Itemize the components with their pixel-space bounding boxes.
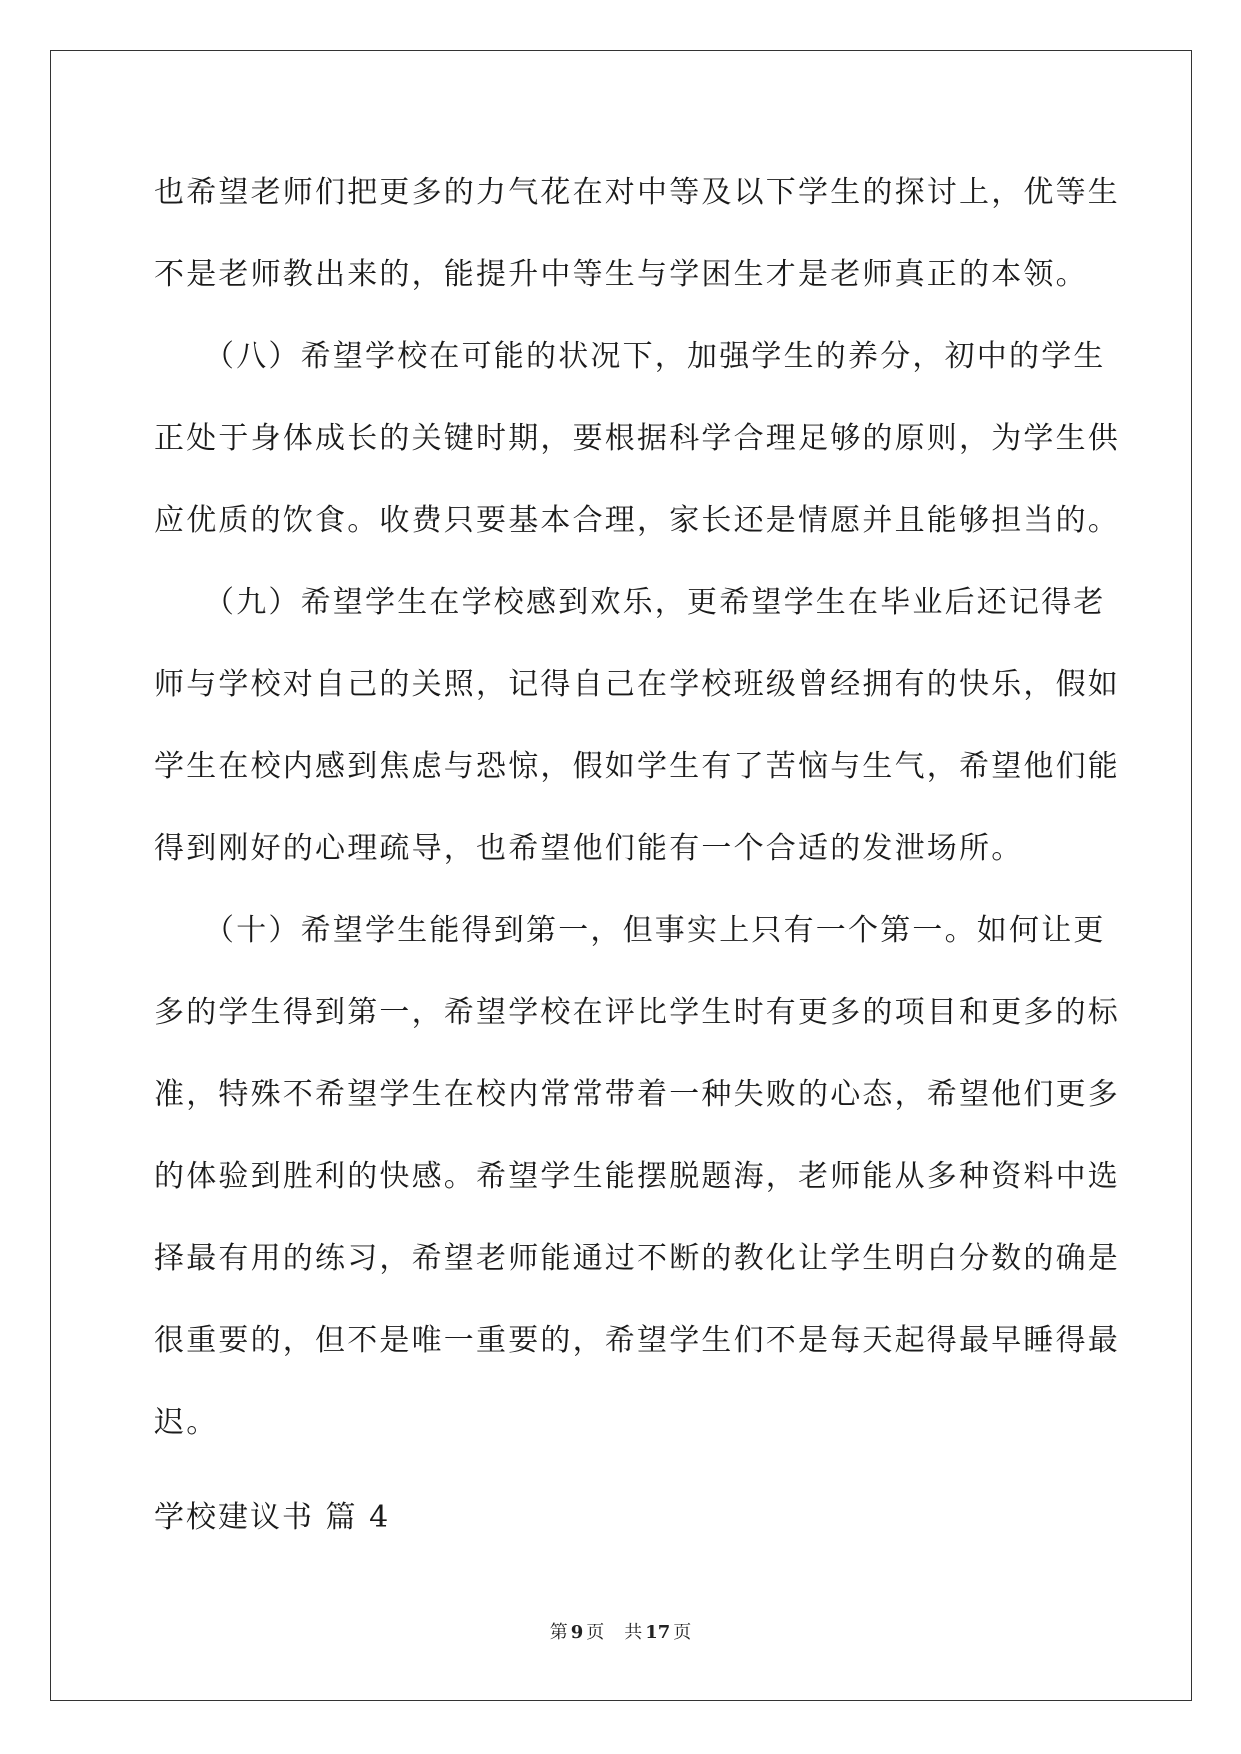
- text-line: 的体验到胜利的快感。希望学生能摆脱题海，老师能从多种资料中选: [154, 1159, 1120, 1194]
- text-line: （十）希望学生能得到第一，但事实上只有一个第一。如何让更: [204, 913, 1106, 948]
- text-line: 很重要的，但不是唯一重要的，希望学生们不是每天起得最早睡得最: [154, 1323, 1120, 1358]
- text-line: 择最有用的练习，希望老师能通过不断的教化让学生明白分数的确是: [154, 1241, 1120, 1276]
- footer-page-number: 9: [570, 1622, 584, 1643]
- page-border: [50, 50, 1192, 1701]
- text-line: 学生在校内感到焦虑与恐惊，假如学生有了苦恼与生气，希望他们能: [154, 749, 1120, 784]
- text-line: 不是老师教出来的，能提升中等生与学困生才是老师真正的本领。: [154, 257, 1088, 292]
- footer-total-prefix: 共: [624, 1622, 643, 1643]
- text-line: 也希望老师们把更多的力气花在对中等及以下学生的探讨上，优等生: [154, 175, 1120, 210]
- text-line: 准，特殊不希望学生在校内常常带着一种失败的心态，希望他们更多: [154, 1077, 1120, 1112]
- page-footer: [0, 1621, 1241, 1645]
- section-heading: 学校建议书 篇 4: [154, 1500, 391, 1535]
- text-line: 正处于身体成长的关键时期，要根据科学合理足够的原则，为学生供: [154, 421, 1120, 456]
- text-line: 多的学生得到第一，希望学校在评比学生时有更多的项目和更多的标: [154, 995, 1120, 1030]
- text-line: 师与学校对自己的关照，记得自己在学校班级曾经拥有的快乐，假如: [154, 667, 1120, 702]
- text-line: 得到刚好的心理疏导，也希望他们能有一个合适的发泄场所。: [154, 831, 1024, 866]
- text-line: 迟。: [154, 1405, 219, 1440]
- text-line: 应优质的饮食。收费只要基本合理，家长还是情愿并且能够担当的。: [154, 503, 1120, 538]
- footer-page-suffix: 页: [586, 1622, 605, 1643]
- text-line: （八）希望学校在可能的状况下，加强学生的养分，初中的学生: [204, 339, 1106, 374]
- footer-total-pages: 17: [645, 1622, 671, 1643]
- text-line: （九）希望学生在学校感到欢乐，更希望学生在毕业后还记得老: [204, 585, 1106, 620]
- footer-total-suffix: 页: [673, 1622, 692, 1643]
- footer-page-prefix: 第: [549, 1622, 568, 1643]
